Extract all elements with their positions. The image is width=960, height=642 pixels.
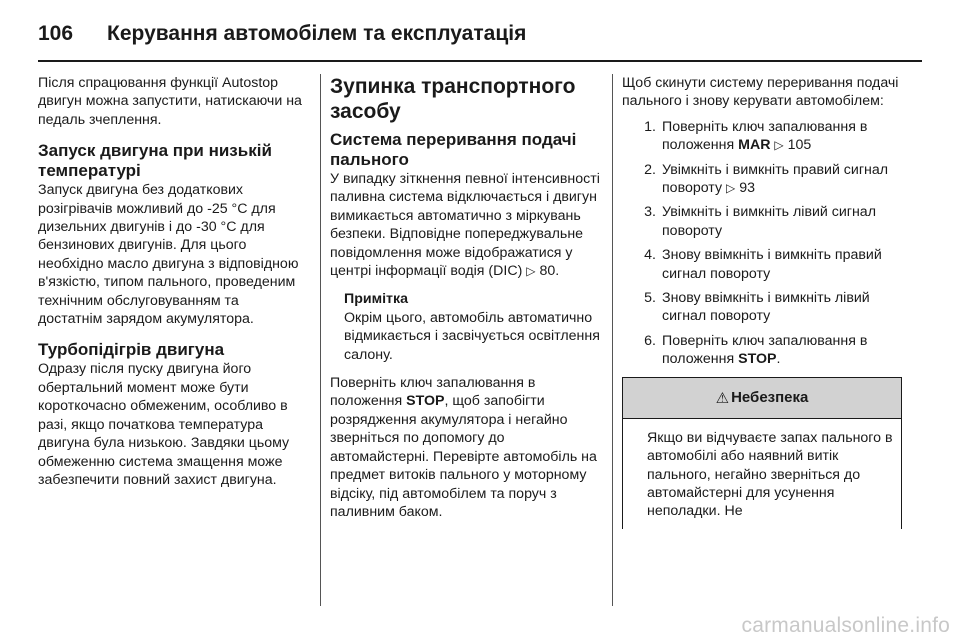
- list-item: 6. Поверніть ключ запалювання в положення STOP.: [644, 332, 868, 368]
- reset-intro: Щоб скинути систему переривання подачі пального і знову керувати автомобілем:: [622, 75, 899, 110]
- column-2: [330, 74, 600, 521]
- page-header: [38, 14, 526, 54]
- fuel-cutoff-heading: Система переривання подачі пального: [330, 130, 577, 169]
- note-block: [344, 290, 600, 364]
- fuel-cutoff-body: У випадку зіткнення певної інтенсивності паливна система відключається і двигун вимикається автоматично з міркувань безпеки. Відповідне попереджувальне повідомлення може відображатися у центрі інформації водія (DIC) ▷ 80.: [330, 171, 600, 280]
- turbo-body: Одразу після пуску двигуна його обертальний момент може бути короткочасно обмеженим, особливо в разі, якщо початкова температура двигуна була низькою. Завдяки цьому обмеженню система змащення може забезпечити повний захист двигуна.: [38, 361, 290, 488]
- list-item: 2. Увімкніть і вимкніть правий сигнал повороту ▷ 93: [644, 161, 889, 197]
- page-reference: 93: [739, 180, 755, 197]
- page-number: 106: [38, 22, 74, 45]
- reset-steps: [622, 118, 902, 369]
- list-item: 3. Увімкніть і вимкніть лівий сигнал повороту: [644, 204, 876, 239]
- reference-arrow-icon: ▷: [526, 264, 536, 279]
- warning-title: Небезпека: [731, 389, 809, 407]
- cold-start-heading: Запуск двигуна при низькій температурі: [38, 141, 272, 181]
- column-1: [38, 74, 306, 501]
- stop-keyword: STOP: [406, 393, 445, 410]
- warning-body: [623, 419, 901, 529]
- warning-text: Якщо ви відчуваєте запах пального в автомобілі або наявний витік пального, негайно зверніться до автомайстерні для усунення неполадки. Не: [647, 429, 893, 520]
- warning-box: [622, 377, 902, 529]
- page-reference: 105: [787, 137, 812, 154]
- column-divider: [320, 74, 321, 606]
- mar-keyword: MAR: [738, 137, 771, 154]
- list-item: 5. Знову ввімкніть і вимкніть лівий сигнал повороту: [644, 290, 870, 325]
- watermark: carmanualsonline.info: [741, 614, 950, 637]
- stop-keyword: STOP: [738, 351, 777, 368]
- note-title: Примітка: [344, 291, 408, 308]
- page-reference: 80.: [539, 263, 560, 280]
- warning-header: [623, 378, 901, 419]
- cold-start-section: [38, 141, 306, 328]
- reference-arrow-icon: ▷: [726, 181, 736, 196]
- cold-start-body: Запуск двигуна без додаткових розігрівачів можливий до -25 °C для дизельних двигунів і до -30 °C для бензинових двигунів. Для цього необхідно масло двигуна з відповідною в'язкістю, типом пального, проведеним технічним обслуговуванням та достатнім зарядом акумулятора.: [38, 182, 299, 328]
- stop-key-paragraph: Поверніть ключ запалювання в положення STOP, щоб запобігти розрядження акумулятора і негайно зверніться по допомогу до автомайстерні. Перевірте автомобіль на предмет витоків пального у моторному відсіку, під автомобілем та поруч з паливним баком.: [330, 375, 597, 520]
- section-title: Зупинка транспортного засобу: [330, 75, 576, 123]
- list-item: 4. Знову ввімкніть і вимкніть правий сигнал повороту: [644, 247, 882, 282]
- autostop-paragraph: Після спрацювання функції Autostop двигун можна запустити, натискаючи на педаль зчеплення.: [38, 75, 302, 128]
- column-divider: [612, 74, 613, 606]
- list-item: 1. Поверніть ключ запалювання в положення MAR ▷ 105: [644, 118, 868, 154]
- chapter-title: Керування автомобілем та експлуатація: [107, 22, 527, 45]
- header-rule: [38, 60, 922, 62]
- column-3: [622, 74, 902, 529]
- turbo-heading: Турбопідігрів двигуна: [38, 340, 225, 360]
- note-body: Окрім цього, автомобіль автоматично відмикається і засвічується освітлення салону.: [344, 309, 600, 363]
- reference-arrow-icon: ▷: [774, 138, 784, 153]
- warning-icon: ⚠: [715, 389, 730, 407]
- turbo-section: [38, 340, 306, 489]
